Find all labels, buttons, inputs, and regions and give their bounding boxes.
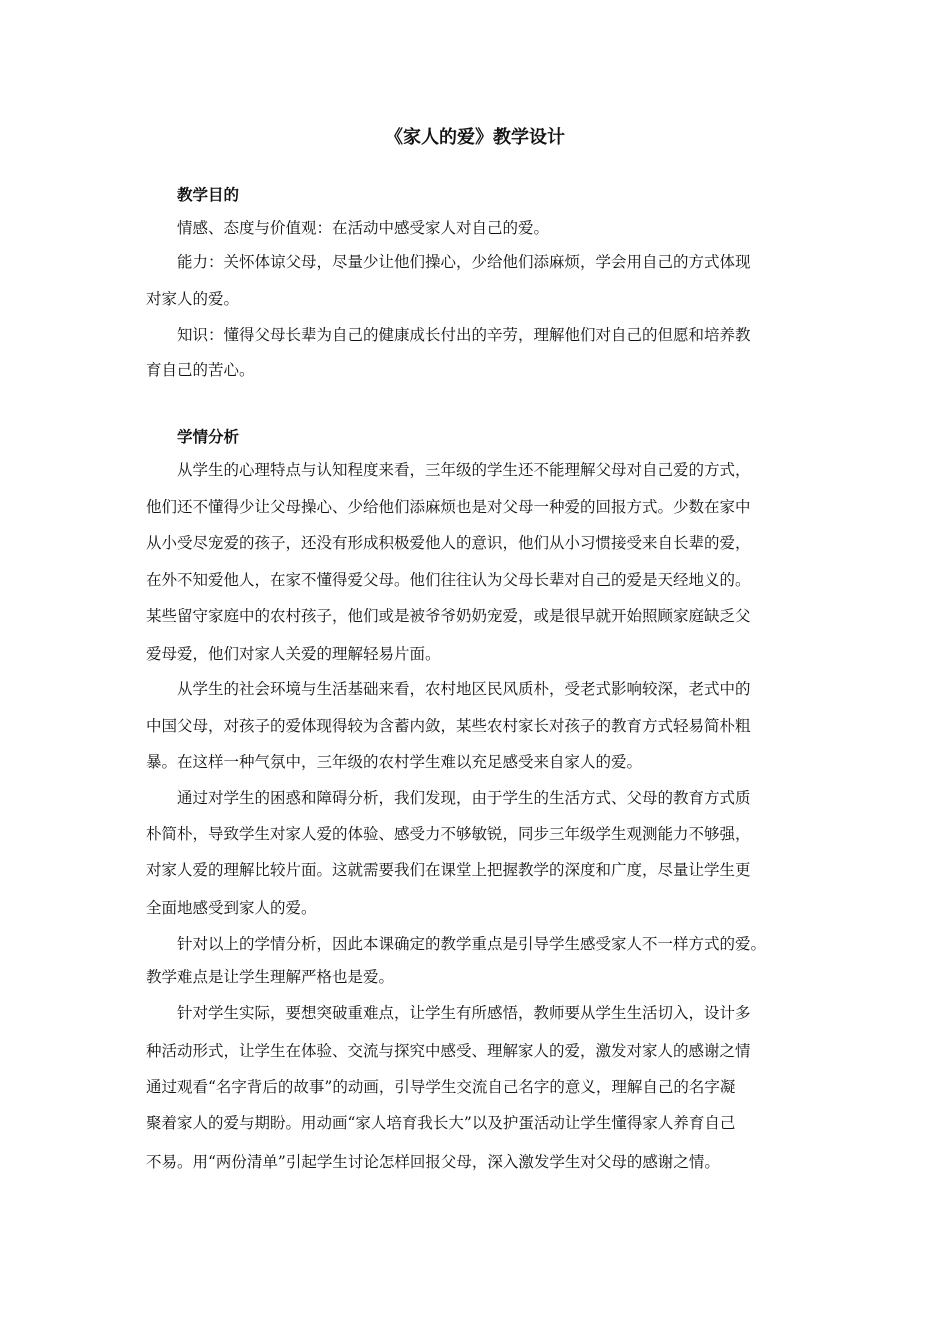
paragraph-line: 知识：懂得父母长辈为自己的健康成长付出的辛劳，理解他们对自己的但愿和培养教 xyxy=(177,326,751,344)
paragraph-line: 育自己的苦心。 xyxy=(146,361,255,379)
paragraph-line: 通过对学生的困惑和障碍分析，我们发现，由于学生的生活方式、父母的教育方式质 xyxy=(177,789,751,807)
paragraph-line: 教学难点是让学生理解严格也是爱。 xyxy=(146,968,395,986)
paragraph-line: 从小受尽宠爱的孩子，还没有形成积极爱他人的意识，他们从小习惯接受来自长辈的爱， xyxy=(146,534,751,552)
document-title: 《家人的爱》教学设计 xyxy=(385,127,565,148)
paragraph-line: 朴简朴，导致学生对家人爱的体验、感受力不够敏锐，同步三年级学生观测能力不够强， xyxy=(146,825,751,843)
paragraph-line: 全面地感受到家人的爱。 xyxy=(146,899,317,917)
paragraph-line: 暴。在这样一种气氛中，三年级的农村学生难以充足感受来自家人的爱。 xyxy=(146,753,643,771)
paragraph-line: 聚着家人的爱与期盼。用动画“家人培育我长大”以及护蛋活动让学生懂得家人养育自己 xyxy=(146,1114,736,1132)
paragraph-line: 通过观看“名字背后的故事”的动画，引导学生交流自己名字的意义，理解自己的名字凝 xyxy=(146,1078,736,1096)
paragraph-line: 对家人的爱。 xyxy=(146,290,240,308)
paragraph-line: 在外不知爱他人，在家不懂得爱父母。他们往往认为父母长辈对自己的爱是天经地义的。 xyxy=(146,571,751,589)
paragraph-line: 从学生的心理特点与认知程度来看，三年级的学生还不能理解父母对自己爱的方式， xyxy=(177,461,751,479)
paragraph-line: 某些留守家庭中的农村孩子，他们或是被爷爷奶奶宠爱，或是很早就开始照顾家庭缺乏父 xyxy=(146,607,751,625)
paragraph-line: 对家人爱的理解比较片面。这就需要我们在课堂上把握教学的深度和广度，尽量让学生更 xyxy=(146,861,751,879)
paragraph-line: 能力：关怀体谅父母，尽量少让他们操心，少给他们添麻烦，学会用自己的方式体现 xyxy=(177,253,751,271)
paragraph-line: 不易。用“两份清单”引起学生讨论怎样回报父母，深入激发学生对父母的感谢之情。 xyxy=(146,1153,720,1171)
paragraph-line: 他们还不懂得少让父母操心、少给他们添麻烦也是对父母一种爱的回报方式。少数在家中 xyxy=(146,498,751,516)
paragraph-line: 从学生的社会环境与生活基础来看，农村地区民风质朴，受老式影响较深，老式中的 xyxy=(177,680,751,698)
section-heading-teaching-goals: 教学目的 xyxy=(177,185,240,204)
paragraph-line: 针对学生实际，要想突破重难点，让学生有所感悟，教师要从学生生活切入，设计多 xyxy=(177,1004,751,1022)
paragraph-line: 种活动形式，让学生在体验、交流与探究中感受、理解家人的爱，激发对家人的感谢之情 xyxy=(146,1042,751,1060)
paragraph-line: 中国父母，对孩子的爱体现得较为含蓄内敛，某些农村家长对孩子的教育方式轻易简朴粗 xyxy=(146,717,751,735)
paragraph-line: 情感、态度与价值观：在活动中感受家人对自己的爱。 xyxy=(177,219,550,237)
paragraph-line: 针对以上的学情分析，因此本课确定的教学重点是引导学生感受家人不一样方式的爱。 xyxy=(177,935,767,953)
section-heading-learning-analysis: 学情分析 xyxy=(177,427,240,446)
paragraph-line: 爱母爱，他们对家人关爱的理解轻易片面。 xyxy=(146,645,441,663)
